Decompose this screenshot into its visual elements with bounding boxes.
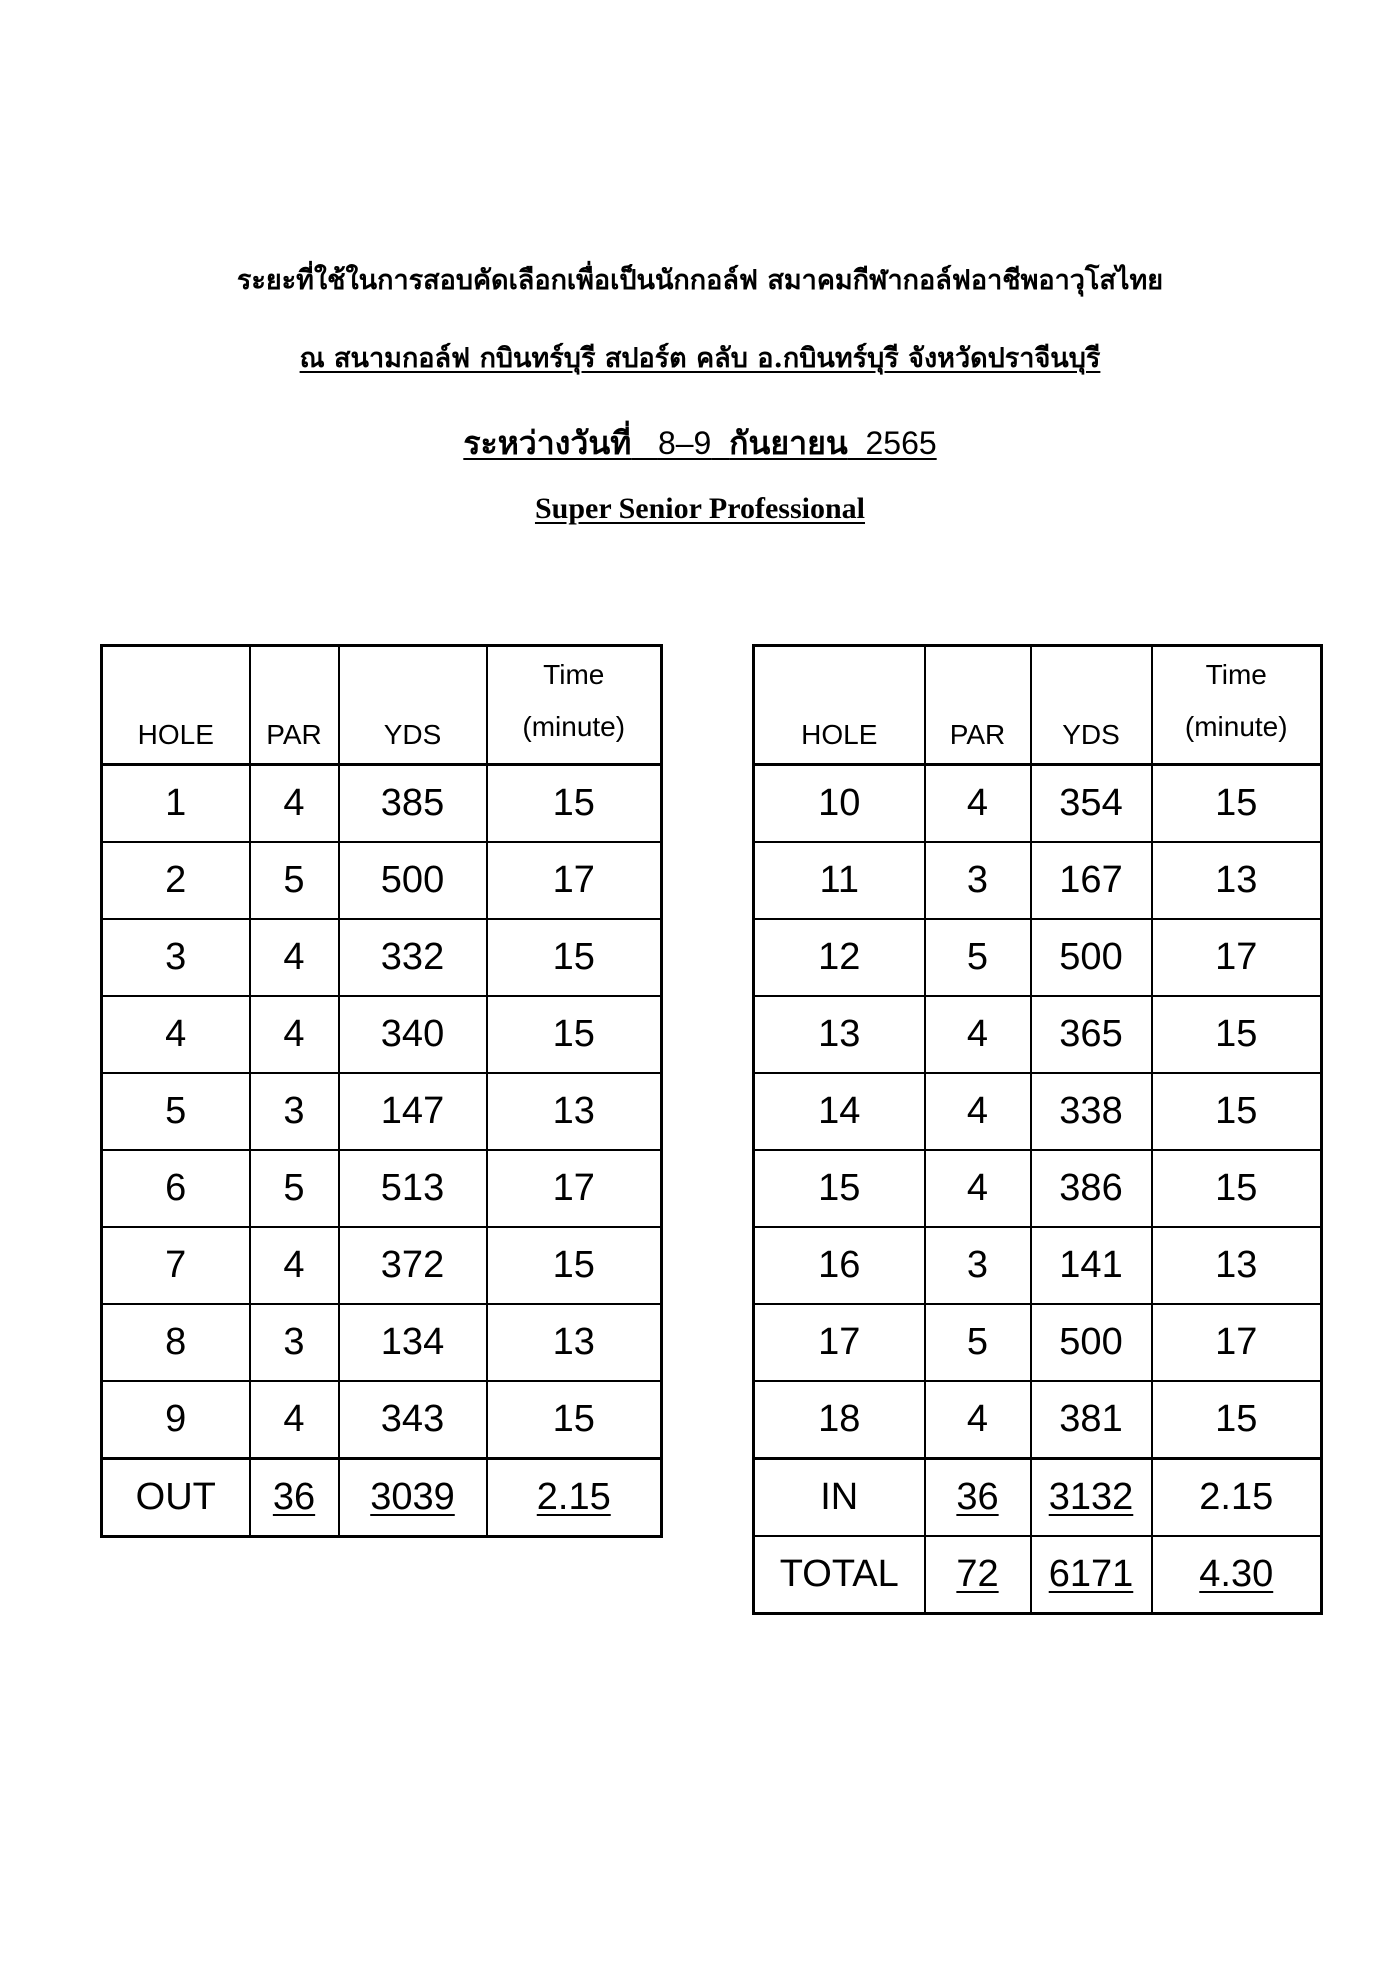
time-cell: 15 [487,919,662,996]
header-hole: HOLE [102,646,250,765]
hole-cell: 9 [102,1381,250,1459]
time-cell: 13 [487,1073,662,1150]
par-cell: 4 [925,1150,1031,1227]
grand-total-row [754,1536,1322,1614]
total-label: TOTAL [754,1536,925,1614]
time-cell: 15 [487,1227,662,1304]
yds-cell: 167 [1031,842,1152,919]
time-cell: 15 [487,765,662,843]
hole-cell: 15 [754,1150,925,1227]
yds-cell: 365 [1031,996,1152,1073]
in-yds [1031,1459,1152,1537]
yds-cell: 381 [1031,1381,1152,1459]
hole-cell: 13 [754,996,925,1073]
hole-cell: 10 [754,765,925,843]
header-time [487,646,662,765]
hole-cell: 7 [102,1227,250,1304]
out-total-row [102,1459,662,1537]
out-par [250,1459,339,1537]
par-cell: 3 [925,1227,1031,1304]
header-time-line2: (minute) [1184,711,1288,742]
yds-cell: 386 [1031,1150,1152,1227]
time-cell: 13 [1152,842,1322,919]
yds-cell: 141 [1031,1227,1152,1304]
par-cell: 4 [250,1381,339,1459]
table-header-row [754,646,1322,765]
hole-cell: 6 [102,1150,250,1227]
par-cell: 5 [925,1304,1031,1381]
hole-cell: 5 [102,1073,250,1150]
header-yds: YDS [339,646,487,765]
table-row [102,765,662,843]
hole-cell: 8 [102,1304,250,1381]
time-cell: 15 [1152,1073,1322,1150]
yds-cell: 500 [1031,919,1152,996]
yds-cell: 338 [1031,1073,1152,1150]
hole-cell: 14 [754,1073,925,1150]
total-time-value: 4.30 [1199,1553,1274,1595]
date-month: กันยายน [729,424,848,462]
yds-cell: 372 [339,1227,487,1304]
par-cell: 3 [250,1073,339,1150]
out-yds [339,1459,487,1537]
table-row [102,1227,662,1304]
table-row [754,1150,1322,1227]
time-cell: 17 [487,1150,662,1227]
yds-cell: 500 [339,842,487,919]
table-row [754,1304,1322,1381]
par-cell: 4 [925,1073,1031,1150]
in-time: 2.15 [1152,1459,1322,1537]
time-cell: 15 [1152,996,1322,1073]
table-row [102,1381,662,1459]
time-cell: 15 [487,996,662,1073]
in-par [925,1459,1031,1537]
par-cell: 5 [250,842,339,919]
header-time [1152,646,1322,765]
out-label: OUT [102,1459,250,1537]
yds-cell: 513 [339,1150,487,1227]
out-par-value: 36 [272,1476,316,1518]
document-title: ระยะที่ใช้ในการสอบคัดเลือกเพื่อเป็นนักกอล์ฟ สมาคมกีฬากอล์ฟอาชีพอาวุโสไทย [236,265,1164,296]
back-nine-table [752,644,1323,1615]
out-yds-value: 3039 [370,1476,455,1518]
front-nine-table [100,644,663,1538]
header-yds: YDS [1031,646,1152,765]
hole-cell: 18 [754,1381,925,1459]
yds-cell: 134 [339,1304,487,1381]
venue-line [0,336,1400,379]
yds-cell: 343 [339,1381,487,1459]
time-cell: 17 [1152,919,1322,996]
hole-cell: 4 [102,996,250,1073]
time-cell: 17 [1152,1304,1322,1381]
hole-cell: 16 [754,1227,925,1304]
yds-cell: 354 [1031,765,1152,843]
table-row [754,842,1322,919]
table-header-row [102,646,662,765]
par-cell: 5 [925,919,1031,996]
date-year: 2565 [865,425,937,461]
table-row [102,1073,662,1150]
total-yds-value: 6171 [1048,1553,1134,1595]
out-time-value: 2.15 [536,1476,611,1518]
yds-cell: 332 [339,919,487,996]
date-text [463,425,936,461]
yds-cell: 147 [339,1073,487,1150]
par-cell: 4 [250,765,339,843]
date-prefix: ระหว่างวันที่ [463,424,632,462]
total-par [925,1536,1031,1614]
time-cell: 13 [487,1304,662,1381]
hole-cell: 11 [754,842,925,919]
venue-text: ณ สนามกอล์ฟ กบินทร์บุรี สปอร์ต คลับ อ.กบินทร์บุรี จังหวัดปราจีนบุรี [299,343,1101,374]
yds-cell: 385 [339,765,487,843]
par-cell: 4 [925,765,1031,843]
par-cell: 4 [250,1227,339,1304]
table-row [754,765,1322,843]
hole-cell: 12 [754,919,925,996]
table-row [102,1150,662,1227]
header-par: PAR [250,646,339,765]
hole-cell: 2 [102,842,250,919]
table-row [102,1304,662,1381]
category-line [0,492,1400,526]
date-line [0,418,1400,469]
header-time-line1: Time [1205,659,1267,690]
time-cell: 15 [1152,1150,1322,1227]
par-cell: 4 [250,996,339,1073]
table-row [102,842,662,919]
time-cell: 17 [487,842,662,919]
hole-cell: 17 [754,1304,925,1381]
total-time [1152,1536,1322,1614]
header-hole: HOLE [754,646,925,765]
table-row [754,1381,1322,1459]
category-text: Super Senior Professional [534,492,866,525]
table-row [102,996,662,1073]
yds-cell: 340 [339,996,487,1073]
yds-cell: 500 [1031,1304,1152,1381]
in-label: IN [754,1459,925,1537]
hole-cell: 1 [102,765,250,843]
par-cell: 4 [925,996,1031,1073]
out-time [487,1459,662,1537]
par-cell: 4 [925,1381,1031,1459]
table-row [754,996,1322,1073]
header-time-line2: (minute) [522,711,626,742]
table-row [754,1073,1322,1150]
par-cell: 3 [250,1304,339,1381]
table-row [754,919,1322,996]
header-par: PAR [925,646,1031,765]
header-time-line1: Time [543,659,605,690]
table-row [754,1227,1322,1304]
in-yds-value: 3132 [1048,1476,1134,1518]
time-cell: 13 [1152,1227,1322,1304]
time-cell: 15 [1152,765,1322,843]
total-par-value: 72 [956,1553,999,1595]
time-cell: 15 [1152,1381,1322,1459]
par-cell: 4 [250,919,339,996]
total-yds [1031,1536,1152,1614]
par-cell: 5 [250,1150,339,1227]
table-row [102,919,662,996]
in-par-value: 36 [956,1476,999,1518]
time-cell: 15 [487,1381,662,1459]
date-days: 8–9 [657,425,712,461]
hole-cell: 3 [102,919,250,996]
par-cell: 3 [925,842,1031,919]
in-total-row [754,1459,1322,1537]
